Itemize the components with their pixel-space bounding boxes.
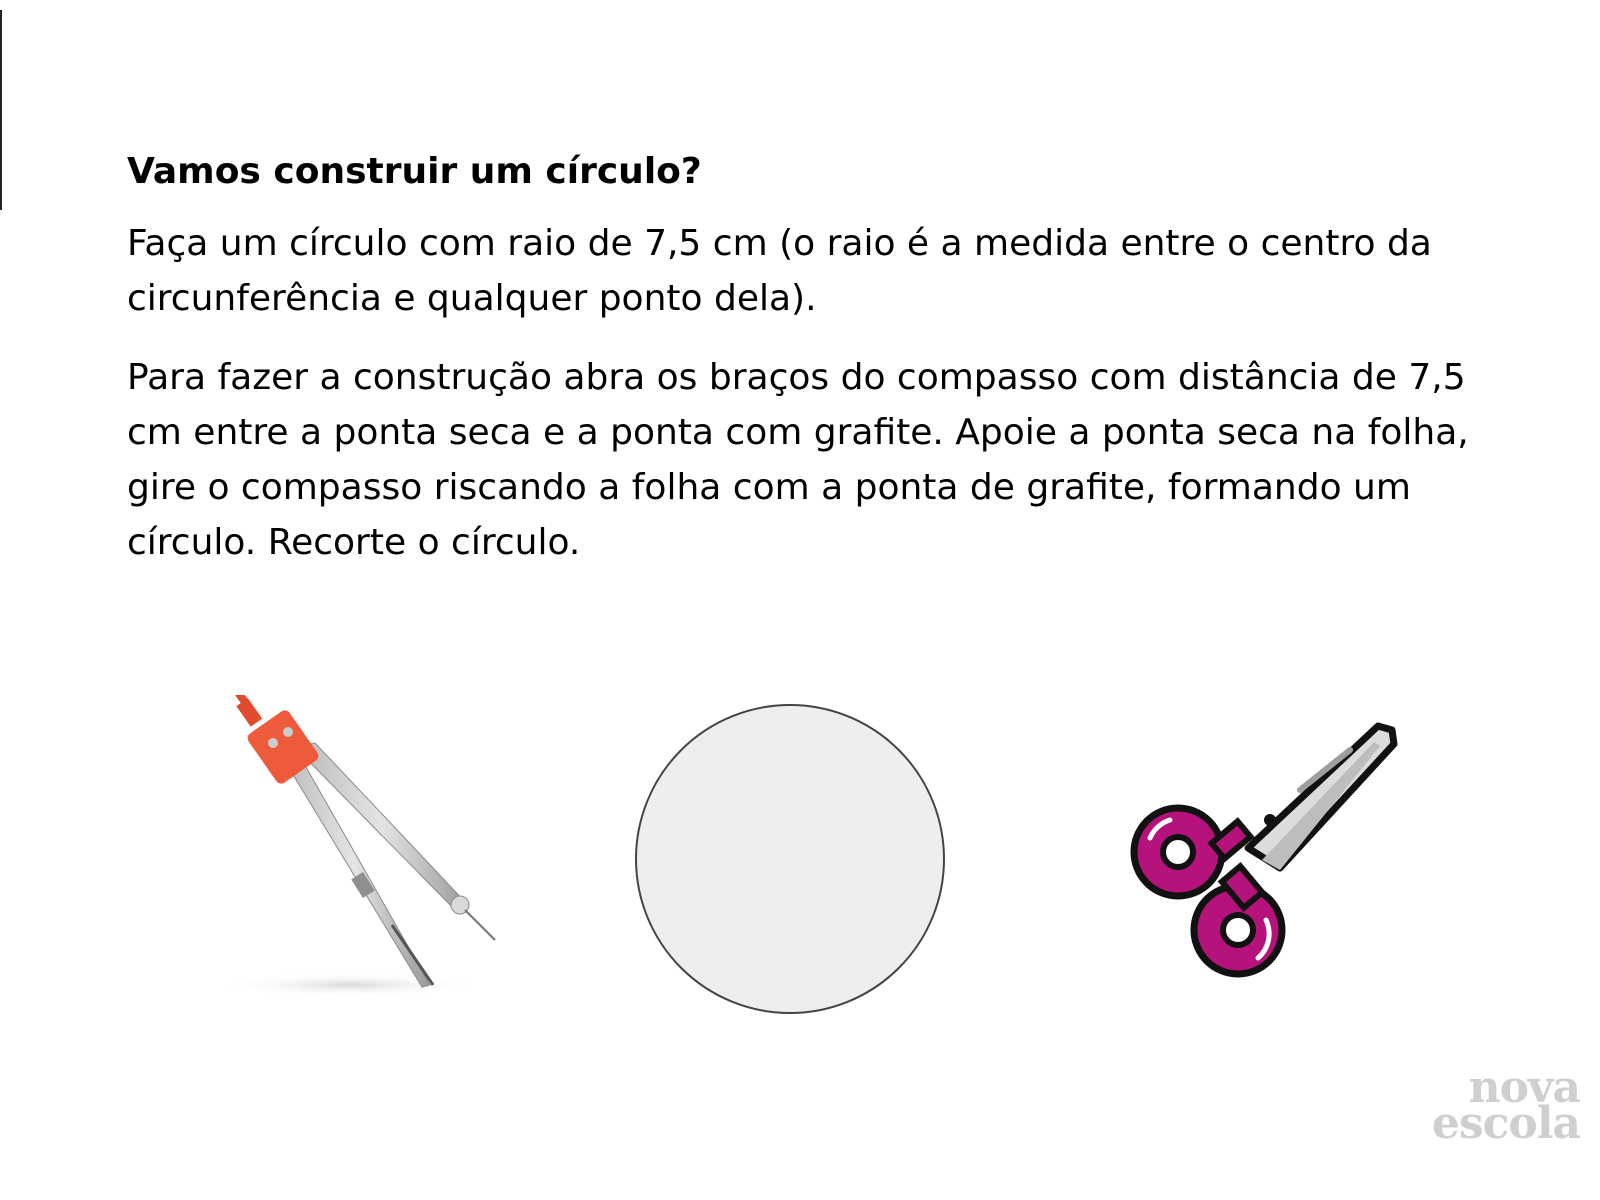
compass-icon bbox=[220, 695, 520, 1025]
instruction-text bbox=[127, 148, 1507, 594]
circle-shape bbox=[633, 702, 947, 1016]
page-title: Vamos construir um círculo? bbox=[127, 151, 702, 192]
logo-line-escola: escola bbox=[1431, 1098, 1580, 1149]
left-edge-rule bbox=[0, 10, 2, 210]
nova-escola-logo bbox=[1420, 1062, 1580, 1149]
scissors-icon bbox=[1130, 720, 1440, 1010]
paragraph-radius: Faça um círculo com raio de 7,5 cm (o raio é a medida entre o centro da circunferência e qualquer ponto dela). bbox=[127, 223, 1432, 319]
paragraph-instructions: Para fazer a construção abra os braços do compasso com distância de 7,5 cm entre a ponta seca e a ponta com grafite. Apoie a ponta seca na folha, gire o compasso riscando a folha com a ponta de grafite, formando um círculo. Recorte o círculo. bbox=[127, 357, 1469, 563]
logo-line-nova: nova bbox=[1468, 1062, 1580, 1113]
